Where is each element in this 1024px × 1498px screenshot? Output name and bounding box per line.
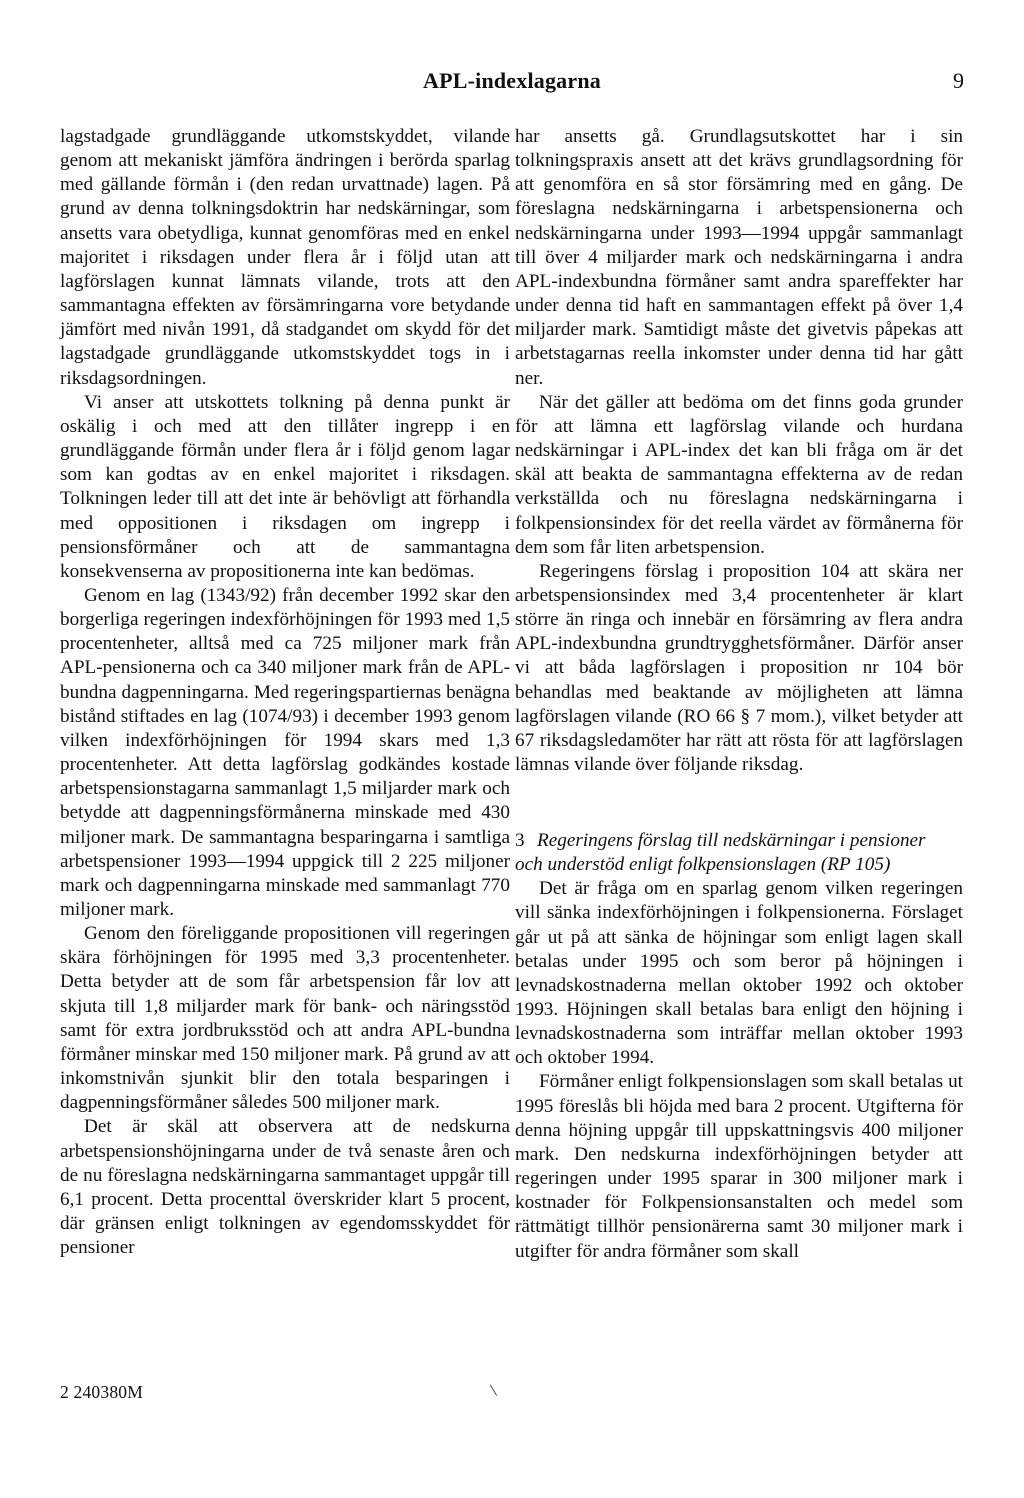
section-heading <box>515 829 945 877</box>
right-section-paragraph-2: Förmåner enligt folkpensionslagen som skall betalas ut 1995 föreslås bli höjda med bara 2 procent. Utgifterna för denna höjning uppgår till uppskattningsvis 400 miljoner mark. Den nedskurna indexförhöjningen betyder att regeringen under 1995 sparar in 300 miljoner mark i kostnader för Folkpensionsanstalten och medel som rättmätigt tillhör pensionärerna samt 30 miljoner mark i utgifter för andra förmåner som skall <box>515 1071 963 1262</box>
left-paragraph-1: lagstadgade grundläggande utkomstskyddet, vilande genom att mekaniskt jämföra ändringen i berörda sparlag med gällande förmån i (den redan urvattnade) lagen. På grund av denna tolkningsdoktrin har nedskärningar, som ansetts vara obetydliga, kunnat genomföras med en enkel majoritet i riksdagen under flera år i följd utan att lagförslagen kunnat lämnats vilande, trots att den sammantagna effekten av försämringarna vore betydande jämfört med nivån 1991, då stadgandet om skydd för det lagstadgade grundläggande utkomstskyddet togs in i riksdagsordningen. <box>60 126 510 389</box>
left-paragraph-5: Det är skäl att observera att de nedskurna arbetspensionshöjningarna under de två senaste åren och de nu föreslagna nedskärningarna sammantaget uppgår till 6,1 procent. Detta procenttal överskrider klart 5 procent, där gränsen enligt tolkningen av egendomsskyddet för pensioner <box>60 1116 510 1259</box>
left-column <box>60 125 510 1260</box>
right-section-paragraph-1: Det är fråga om en sparlag genom vilken regeringen vill sänka indexförhöjningen i folkpensionerna. Förslaget går ut på att sänka de höjningar som enligt lagen skall betalas under 1995 och som beror på höjningen i levnadskostnaderna mellan oktober 1992 och oktober 1993. Höjningen skall betalas bara enligt den höjning i levnadskostnaderna som inträffar mellan oktober 1993 och oktober 1994. <box>515 878 963 1069</box>
stray-mark: \ <box>488 1379 499 1401</box>
page-number: 9 <box>953 68 964 93</box>
running-head <box>60 64 964 98</box>
right-paragraph-1: har ansetts gå. Grundlagsutskottet har i sin tolkningspraxis ansett att det krävs grundlagsordning för att genomföra en så stor försämring med en gång. De föreslagna nedskärningarna i arbetspensionerna och nedskärningarna under 1993—1994 uppgår sammanlagt till över 4 miljarder mark och nedskärningarna i andra APL-indexbundna förmåner samt andra spareffekter har under denna tid haft en sammantagen effekt på över 1,4 miljarder mark. Samtidigt måste det givetvis påpekas att arbetstagarnas reella inkomster under denna tid har gått ner. <box>515 126 963 389</box>
left-paragraph-4: Genom den föreliggande propositionen vill regeringen skära förhöjningen för 1995 med 3,3 procentenheter. Detta betyder att de som får arbetspension får lov att skjuta till 1,8 miljarder mark för bank- och näringsstöd samt för extra jordbruksstöd och att andra APL-bundna förmåner minskar med 150 miljoner mark. På grund av att inkomstnivån sjunkit blir den totala besparingen i dagpenningsförmåner således 500 miljoner mark. <box>60 923 510 1114</box>
right-paragraph-3: Regeringens förslag i proposition 104 att skära ner arbetspensionsindex med 3,4 procentenheter är klart större än ringa och innebär en försämring av flera andra APL-indexbundna grundtrygghetsförmåner. Därför anser vi att båda lagförslagen i proposition nr 104 bör behandlas med beaktande av möjligheten att lämna lagförslagen vilande (RO 66 § 7 mom.), vilket betyder att 67 riksdagsledamöter har rätt att rösta för att lagförslagen lämnas vilande över följande riksdag. <box>515 560 963 776</box>
left-paragraph-3: Genom en lag (1343/92) från december 1992 skar den borgerliga regeringen indexförhöjningen för 1993 med 1,5 procentenheter, alltså med ca 725 miljoner mark från APL-pensionerna och ca 340 miljoner mark från de APL-bundna dagpenningarna. Med regeringspartiernas benägna bistånd stiftades en lag (1074/93) i december 1993 genom vilken indexförhöjningen för 1994 skars med 1,3 procentenheter. Att detta lagförslag godkändes kostade arbetspensionstagarna sammanlagt 1,5 miljarder mark och betydde att dagpenningsförmånerna minskade med 430 miljoner mark. De sammantagna besparingarna i samtliga arbetspensioner 1993—1994 uppgick till 2 225 miljoner mark och dagpenningarna minskade med sammanlagt 770 miljoner mark. <box>60 584 510 920</box>
footer-code: 2 240380M <box>60 1382 143 1402</box>
section-title: Regeringens förslag till nedskärningar i pensioner och understöd enligt folkpensionslagen (RP 105) <box>515 830 926 876</box>
right-paragraph-2: När det gäller att bedöma om det finns goda grunder för att lämna ett lagförslag vilande och hurdana nedskärningar i APL-index det kan bli fråga om är det skäl att beakta de sammantagna effekterna av de redan verkställda och nu föreslagna nedskärningarna i folkpensionsindex för det reella värdet av förmånerna för dem som får liten arbetspension. <box>515 391 963 558</box>
left-paragraph-2: Vi anser att utskottets tolkning på denna punkt är oskälig i och med att den tillåter ingrepp i en grundläggande förmån under flera år i följd genom lagar som kan godtas av en enkel majoritet i riksdagen. Tolkningen leder till att det inte är behövligt att förhandla med oppositionen i riksdagen om ingrepp i pensionsförmåner och att de sammantagna konsekvenserna av propositionerna inte kan bedömas. <box>60 391 510 582</box>
right-column <box>515 125 963 1264</box>
section-number: 3 <box>515 830 525 852</box>
running-title: APL-indexlagarna <box>423 68 601 93</box>
